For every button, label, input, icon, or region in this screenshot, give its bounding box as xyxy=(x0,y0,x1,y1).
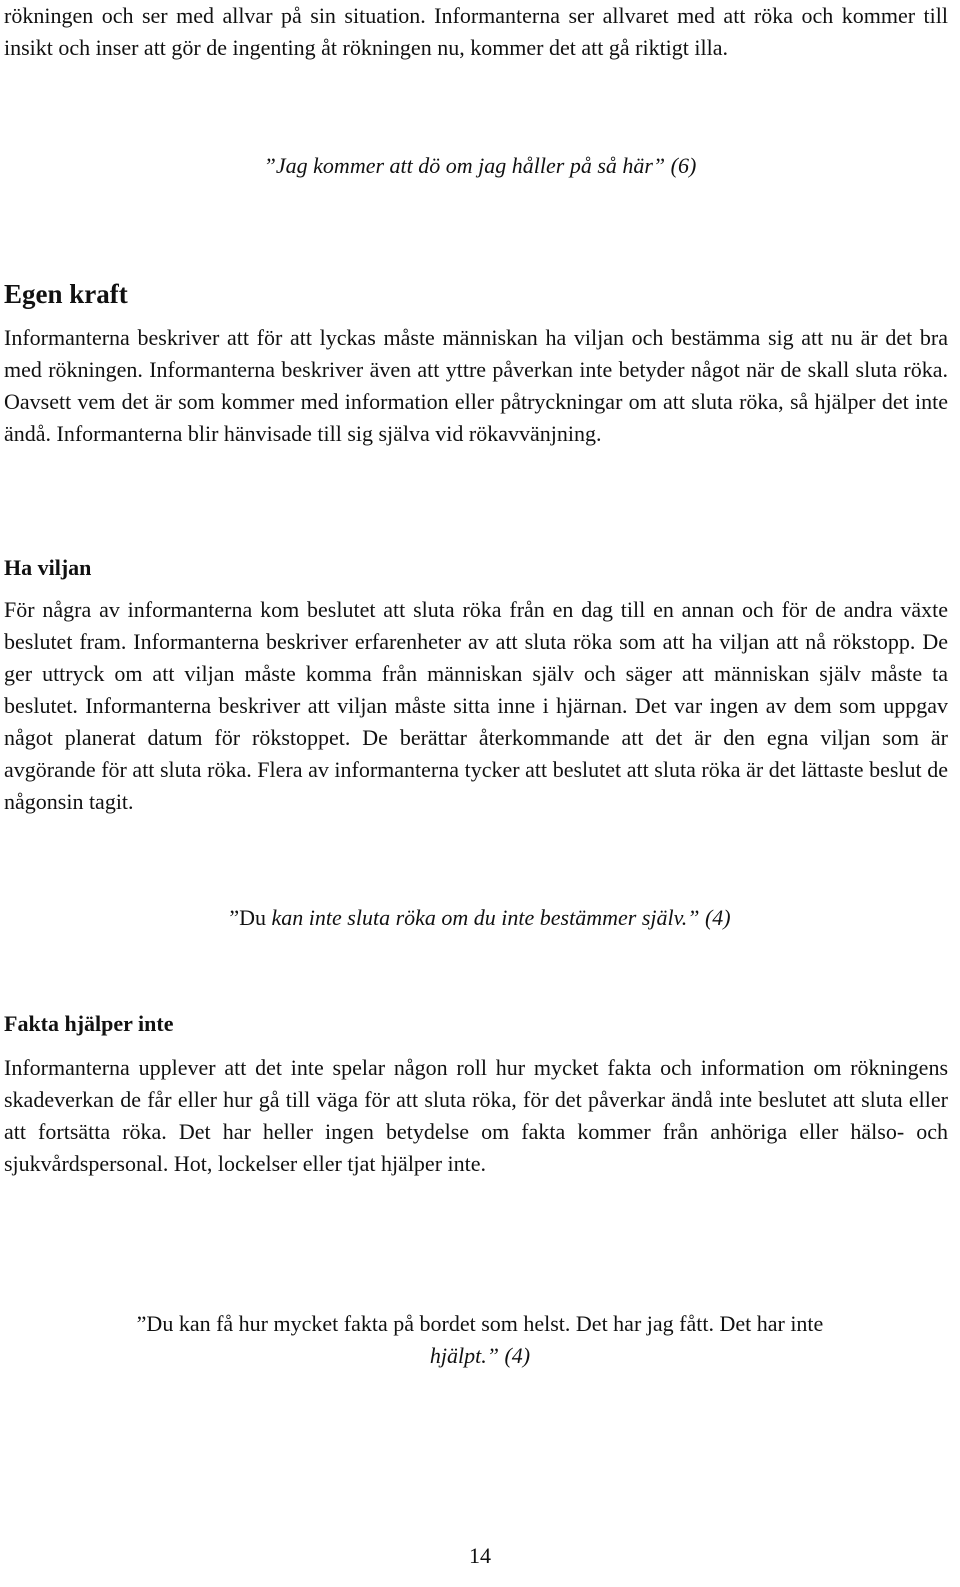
quote-3-line-1: ”Du kan få hur mycket fakta på bordet som helst. Det har jag fått. Det har inte xyxy=(136,1311,824,1336)
page-number: 14 xyxy=(469,1543,491,1568)
heading-egen-kraft: Egen kraft xyxy=(4,279,128,309)
paragraph-egen-kraft: Informanterna beskriver att för att lyckas måste människan ha viljan och bestämma sig att nu är det bra med rökningen. Informanterna beskriver även att yttre påverkan inte betyder något när de skall sluta röka. Oavsett vem det är som kommer med information eller påtryckningar om att sluta röka, så hjälper det inte ändå. Informanterna blir hänvisade till sig själva vid rökavvänjning. xyxy=(4,325,948,446)
quote-2 xyxy=(0,902,960,934)
quote-1-text: ”Jag kommer att dö om jag håller på så här” (6) xyxy=(263,153,697,178)
intro-paragraph: rökningen och ser med allvar på sin situation. Informanterna ser allvaret med att röka och kommer till insikt och inser att gör de ingenting åt rökningen nu, kommer det att gå riktigt illa. xyxy=(4,3,948,60)
heading-fakta-hjalper-inte: Fakta hjälper inte xyxy=(4,1011,174,1036)
quote-3 xyxy=(0,1308,960,1372)
quote-1 xyxy=(0,150,960,182)
paragraph-fakta-hjalper-inte: Informanterna upplever att det inte spelar någon roll hur mycket fakta och information om rökningens skadeverkan de får eller hur gå till väga för att sluta röka, för det påverkar ändå inte beslutet att sluta eller att fortsätta röka. Det har heller ingen betydelse om fakta kommer från anhöriga eller hälso- och sjukvårdspersonal. Hot, lockelser eller tjat hjälper inte. xyxy=(4,1055,948,1176)
quote-3-line-2: hjälpt.” (4) xyxy=(429,1343,531,1368)
paragraph-ha-viljan: För några av informanterna kom beslutet att sluta röka från en dag till en annan och för de andra växte beslutet fram. Informanterna beskriver erfarenheter av att sluta röka som att ha viljan att nå rökstopp. De ger uttryck om att viljan måste komma från människan själv och säger att människan själv måste ta beslutet. Informanterna beskriver att viljan måste sitta inne i hjärnan. Det var ingen av dem som uppgav något planerat datum för rökstoppet. De berättar återkommande att det är den egna viljan som är avgörande för att sluta röka. Flera av informanterna tycker att beslutet att sluta röka är det lättaste beslut de någonsin tagit. xyxy=(4,597,948,814)
heading-ha-viljan: Ha viljan xyxy=(4,555,92,580)
quote-2-lead: ”Du xyxy=(229,905,272,930)
quote-2-italic: kan inte sluta röka om du inte bestämmer själv.” (4) xyxy=(271,905,731,930)
